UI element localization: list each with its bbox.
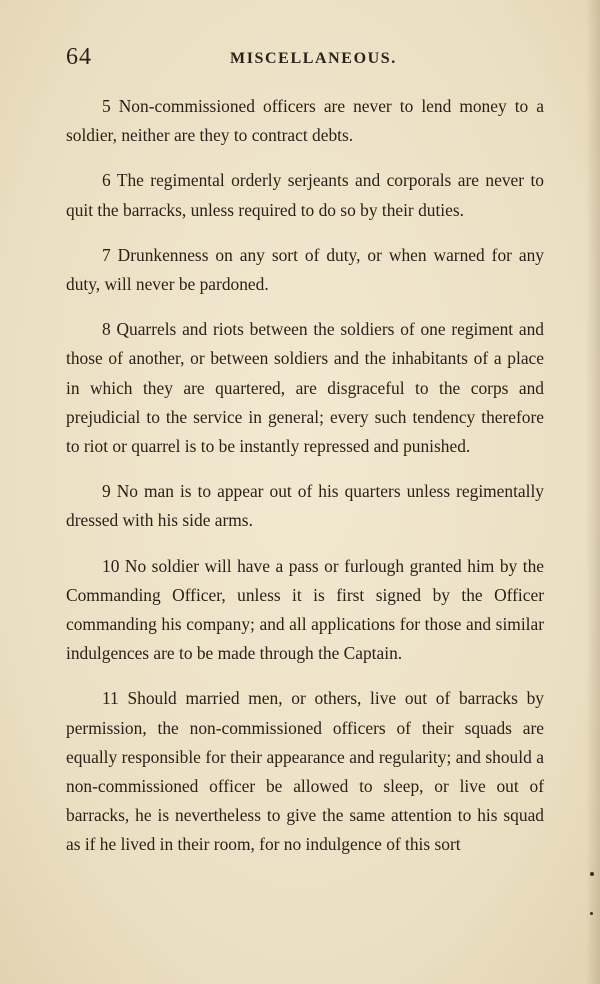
paragraph-6 [66, 166, 544, 224]
paragraph-10 [66, 552, 544, 669]
paragraph-text: 9 No man is to appear out of his quarters unless regimentally dressed with his side arms. [66, 481, 544, 531]
page-number: 64 [66, 44, 92, 70]
page-header [66, 44, 544, 78]
page-edge-shadow [586, 0, 600, 984]
ink-blot [590, 872, 594, 876]
paragraph-text: 8 Quarrels and riots between the soldiers of one regiment and those of another, or between soldiers and the inhabitants of a place in which they are quartered, are disgraceful to the corps and prejudicial to the service in general; every such tendency therefore to riot or quarrel is to be instantly repressed and punished. [66, 319, 544, 457]
paragraph-text: 7 Drunkenness on any sort of duty, or when warned for any duty, will never be pardoned. [66, 244, 544, 295]
running-head: MISCELLANEOUS. [230, 50, 397, 67]
paragraph-5 [66, 92, 544, 150]
body-text [66, 92, 544, 860]
paragraph-11 [66, 684, 544, 859]
paragraph-text: 5 Non-commissioned officers are never to lend money to a soldier, neither are they to contract debts. [66, 96, 544, 146]
paragraph-text: 6 The regimental orderly serjeants and corporals are never to quit the barracks, unless required to do so by their duties. [66, 170, 544, 220]
paragraph-text: 11 Should married men, or others, live out of barracks by permission, the non-commissioned officers of their squads are equally responsible for their appearance and regularity; and should a non-commissioned officer be allowed to sleep, or live out of barracks, he is nevertheless to give the same attention to his squad as if he lived in their room, for no indulgence of this sort [66, 688, 544, 855]
paragraph-9 [66, 477, 544, 535]
paragraph-8 [66, 315, 544, 461]
paragraph-text: 10 No soldier will have a pass or furlough granted him by the Commanding Officer, unless it is first signed by the Officer commanding his company; and all applications for those and similar indulgences are to be made through the Captain. [66, 555, 544, 664]
paragraph-7 [66, 241, 544, 299]
ink-blot [590, 912, 593, 915]
